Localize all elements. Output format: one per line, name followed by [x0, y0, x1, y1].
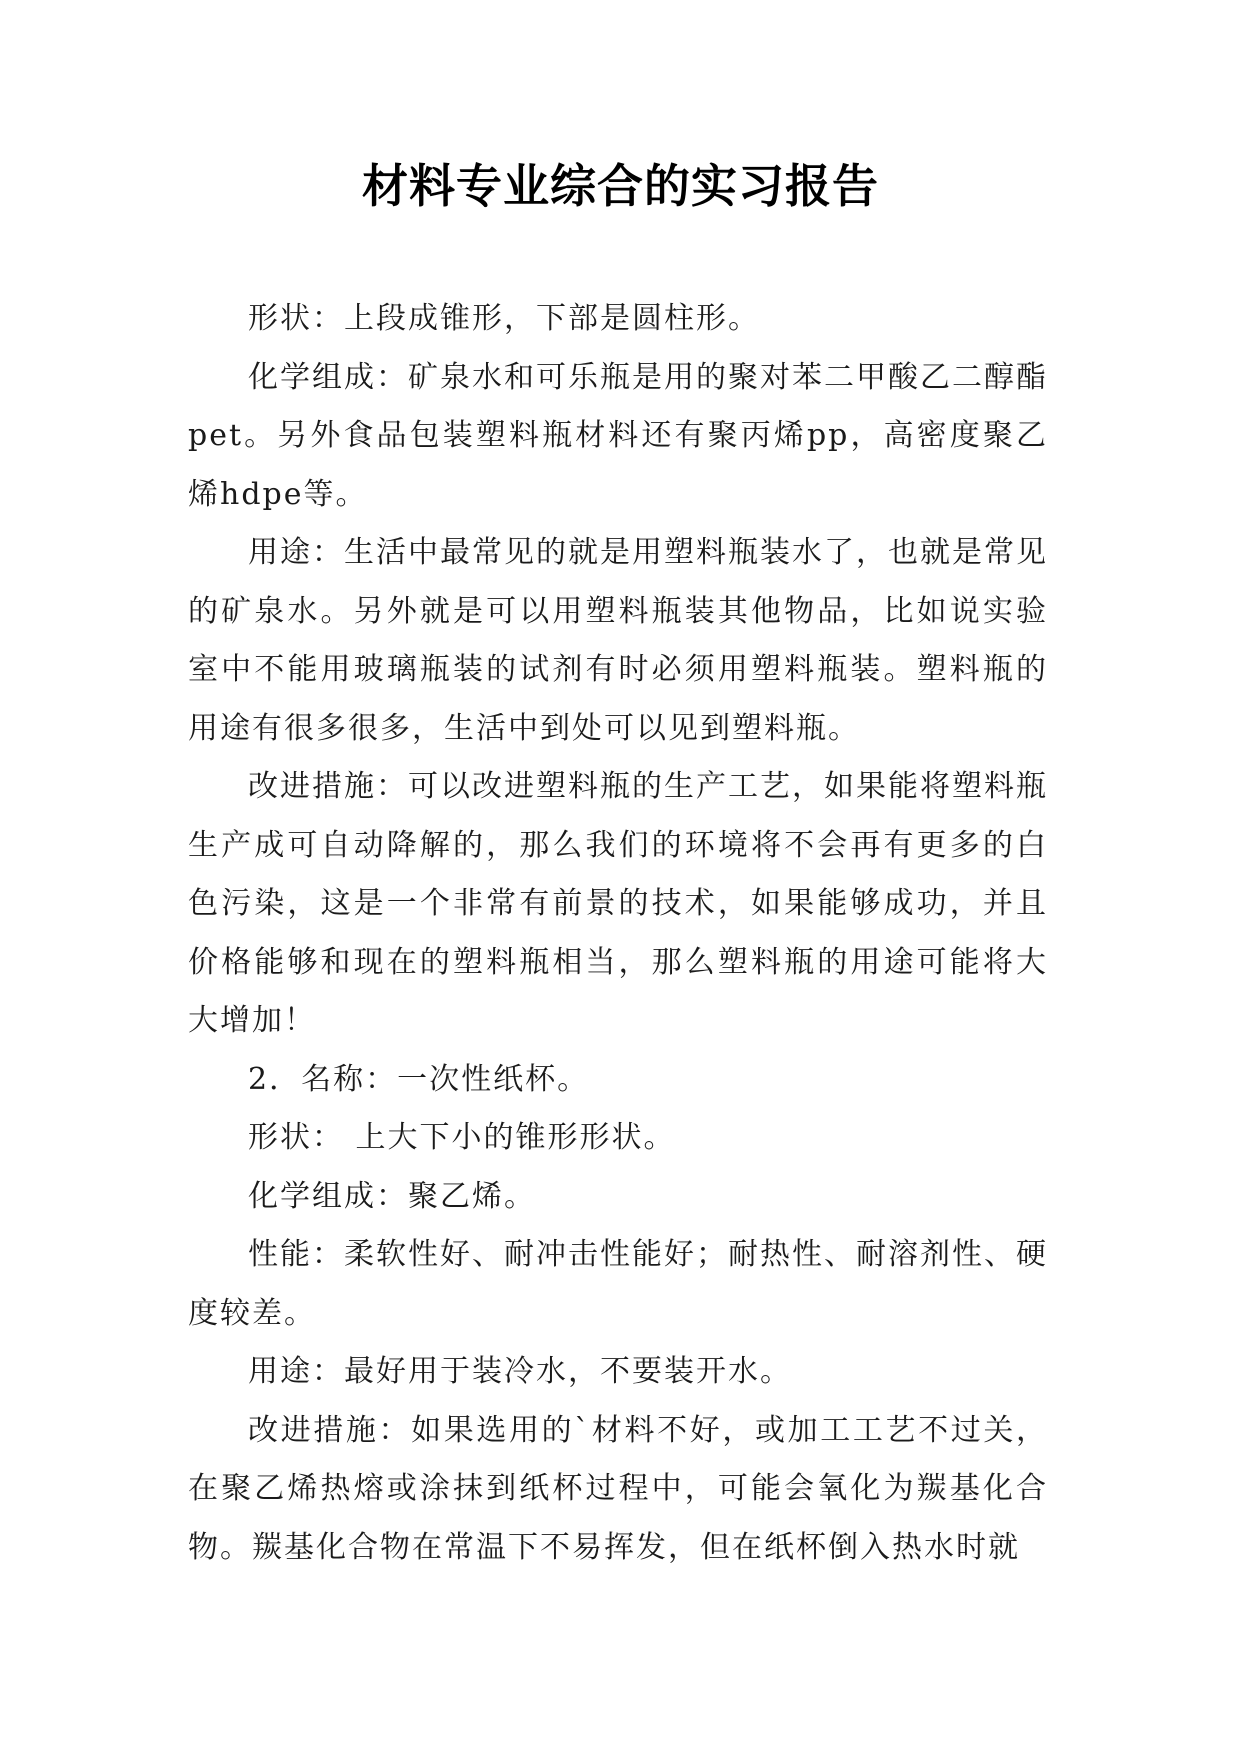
paragraph-cup-usage: 用途：最好用于装冷水，不要装开水。 [248, 1354, 792, 1389]
paragraph-cup-shape: 形状： 上大下小的锥形形状。 [248, 1120, 676, 1155]
paragraph-usage: 用途：生活中最常见的就是用塑料瓶装水了，也就是常见的矿泉水。另外就是可以用塑料瓶装其他物品，比如说实验室中不能用玻璃瓶装的试剂有时必须用塑料瓶装。塑料瓶的用途有很多很多，生活中到处可以见到塑料瓶。 [188, 535, 1048, 746]
document-title: 材料专业综合的实习报告 [362, 159, 879, 213]
paragraph-improvement: 改进措施：可以改进塑料瓶的生产工艺，如果能将塑料瓶生产成可自动降解的，那么我们的环境将不会再有更多的白色污染，这是一个非常有前景的技术，如果能够成功，并且价格能够和现在的塑料瓶相当，那么塑料瓶的用途可能将大大增加！ [188, 769, 1048, 1038]
paragraph-cup-composition: 化学组成：聚乙烯。 [248, 1178, 536, 1214]
paragraph-cup-properties: 性能：柔软性好、耐冲击性能好；耐热性、耐溶剂性、硬度较差。 [188, 1237, 1048, 1331]
paragraph-shape: 形状：上段成锥形，下部是圆柱形。 [248, 301, 760, 336]
paragraph-cup-improvement: 改进措施：如果选用的`材料不好，或加工工艺不过关，在聚乙烯热熔或涂抹到纸杯过程中，可能会氧化为羰基化合物。羰基化合物在常温下不易挥发，但在纸杯倒入热水时就 [188, 1412, 1048, 1565]
document-body [188, 290, 1048, 1577]
paragraph-item-name: 2．名称：一次性纸杯。 [248, 1061, 590, 1097]
paragraph-chemical-composition: 化学组成：矿泉水和可乐瓶是用的聚对苯二甲酸乙二醇酯pet。另外食品包装塑料瓶材料还有聚丙烯pp，高密度聚乙烯hdpe等。 [188, 359, 1048, 512]
